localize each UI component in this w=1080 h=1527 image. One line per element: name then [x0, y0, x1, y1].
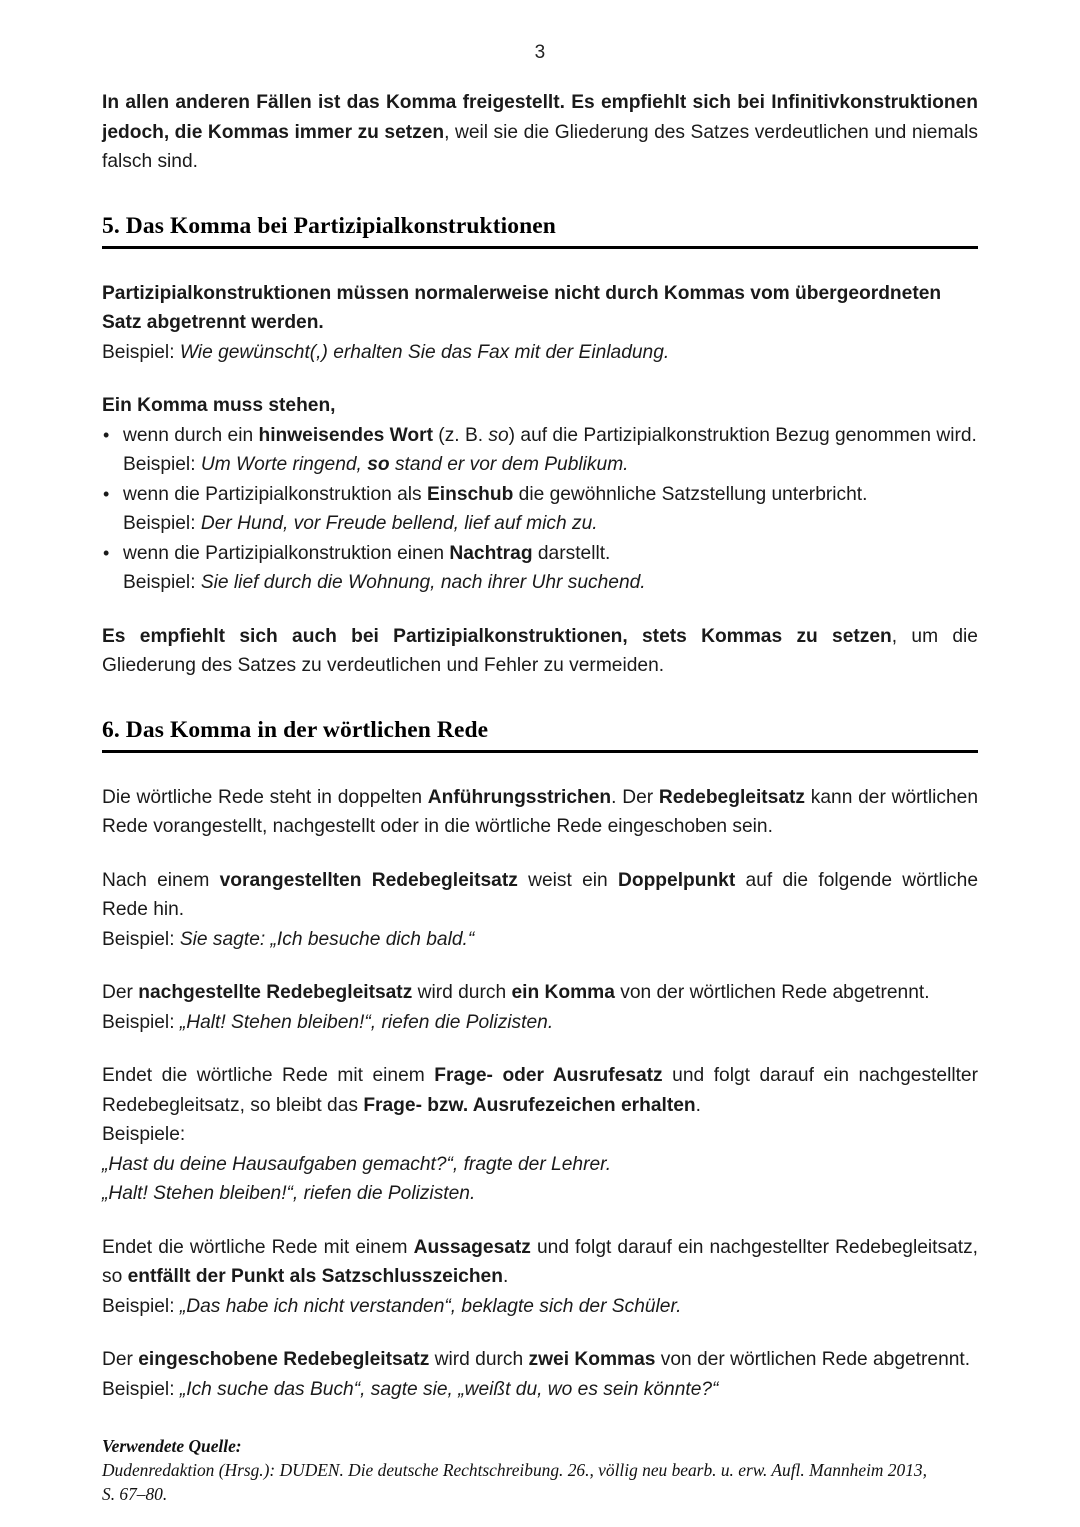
section-6-paragraph-5 — [102, 1233, 978, 1292]
bullet-text-before: wenn die Partizipialkonstruktion einen — [123, 542, 450, 564]
p5-text-a: Endet die wörtliche Rede mit einem — [102, 1236, 414, 1258]
document-content — [102, 88, 978, 1506]
example-text: „Hast du deine Hausaufgaben gemacht?“, fragte der Lehrer. — [102, 1153, 612, 1175]
p4-bold-2: Frage- bzw. Ausrufezeichen erhalten — [363, 1094, 696, 1116]
example-label: Beispiel: — [102, 1011, 180, 1033]
p1-text-c: . Der — [611, 786, 659, 808]
source-citation-line-2: S. 67–80. — [102, 1484, 168, 1504]
section-6-example-3 — [102, 1008, 978, 1038]
source-citation-title: Verwendete Quelle: — [102, 1436, 242, 1456]
p3-text-d: von der wörtlichen Rede abgetrennt. — [614, 982, 930, 1003]
list-item — [102, 480, 978, 539]
closing-rest-text: , um die Gliederung des Satzes zu verdeutlichen und Fehler zu vermeiden. — [102, 625, 978, 676]
example-text: Wie gewünscht(,) erhalten Sie das Fax mit der Einladung. — [179, 341, 670, 363]
source-citation-line-1: Dudenredaktion (Hrsg.): DUDEN. Die deutsche Rechtschreibung. 26., völlig neu bearb. u. erw. Aufl. Mannheim 2013, — [102, 1460, 927, 1480]
p6-text-a: Der — [102, 1349, 139, 1370]
example-text-after: stand er vor dem Publikum. — [389, 454, 629, 475]
bullet-main-text — [123, 539, 978, 569]
example-label: Beispiel: — [102, 341, 180, 363]
p1-bold-1: Anführungsstrichen — [427, 786, 612, 808]
spacer — [102, 1209, 978, 1233]
p4-bold-1: Frage- oder Ausrufesatz — [434, 1065, 663, 1086]
section-6-examples-label: Beispiele: — [102, 1124, 186, 1145]
example-text: „Halt! Stehen bleiben!“, riefen die Polizisten. — [179, 1011, 554, 1033]
bullet-text-end: die gewöhnliche Satzstellung unterbricht. — [513, 483, 868, 505]
section-5-rule-statement — [102, 279, 978, 338]
bullet-example-line — [123, 509, 978, 539]
p1-text-d: kann der wörtlichen Rede vorangestellt, nachgestellt oder in die wörtliche Rede eingeschoben sein. — [102, 786, 979, 837]
section-6-example-6 — [102, 1375, 978, 1405]
p2-text-d: auf die folgende wörtliche Rede hin. — [102, 869, 978, 920]
example-label: Beispiel: — [102, 1295, 180, 1317]
section-5-closing-paragraph — [102, 622, 978, 681]
bullet-example-line — [123, 568, 978, 598]
bullet-main-text — [123, 421, 978, 451]
section-6-example-2 — [102, 925, 978, 955]
bullet-text-before: wenn durch ein — [123, 424, 259, 446]
example-label: Beispiel: — [123, 513, 201, 534]
p4-text-c: und folgt darauf ein nachgestellter Redebegleitsatz, so bleibt das — [102, 1065, 978, 1116]
p3-text-a: Der — [102, 982, 139, 1003]
example-text: Sie sagte: „Ich besuche dich bald.“ — [179, 928, 475, 950]
section-6-paragraph-1 — [102, 783, 978, 842]
page-number: 3 — [534, 42, 546, 63]
section-5-rule-bold: Partizipialkonstruktionen müssen normalerweise nicht durch Kommas vom übergeordneten Satz abgetrennt werden. — [102, 282, 942, 333]
spacer — [102, 1321, 978, 1345]
example-text: Sie lief durch die Wohnung, nach ihrer Uhr suchend. — [200, 572, 646, 593]
example-text-before: Um Worte ringend, — [200, 454, 368, 475]
bullet-text-middle: (z. B. — [432, 424, 489, 446]
p2-text-a: Nach einem — [102, 869, 220, 891]
p2-bold-1: vorangestellten Redebegleitsatz — [219, 869, 518, 891]
section-6-heading: 6. Das Komma in der wörtlichen Rede — [102, 716, 489, 743]
section-6-example-5 — [102, 1292, 978, 1322]
bullet-bold-term: Nachtrag — [449, 542, 533, 564]
section-5-example-line — [102, 338, 978, 368]
section-5-bullet-list — [102, 421, 978, 598]
bullet-main-text — [123, 480, 978, 510]
example-label: Beispiel: — [123, 572, 201, 593]
intro-paragraph — [102, 88, 978, 177]
example-label: Beispiel: — [102, 928, 180, 950]
spacer — [102, 249, 978, 279]
p5-text-c: und folgt darauf ein nachgestellter Redebegleitsatz, so — [102, 1236, 979, 1287]
bullet-text-end: ) auf die Partizipialkonstruktion Bezug genommen wird. — [508, 424, 977, 446]
list-intro-text: Ein Komma muss stehen, — [102, 395, 336, 416]
example-text: „Das habe ich nicht verstanden“, beklagte sich der Schüler. — [179, 1295, 682, 1317]
spacer — [102, 753, 978, 783]
p2-text-c: weist ein — [517, 869, 618, 891]
p3-bold-1: nachgestellte Redebegleitsatz — [138, 982, 413, 1003]
section-6 — [102, 715, 978, 753]
intro-bold-text: In allen anderen Fällen ist das Komma freigestellt. Es empfiehlt sich bei Infinitivkonstruktionen jedoch, die Kommas immer zu setzen — [102, 92, 978, 143]
example-text: „Halt! Stehen bleiben!“, riefen die Polizisten. — [102, 1183, 476, 1204]
bullet-italic-term: so — [488, 424, 509, 446]
bullet-example-line — [123, 450, 978, 480]
p6-text-c: wird durch — [429, 1349, 529, 1370]
spacer — [102, 598, 978, 622]
p3-text-c: wird durch — [412, 982, 512, 1003]
spacer — [102, 954, 978, 978]
example-bold-term: so — [367, 454, 390, 475]
bullet-text-before: wenn die Partizipialkonstruktion als — [123, 483, 427, 505]
section-6-paragraph-3 — [102, 978, 978, 1008]
spacer — [102, 367, 978, 391]
p5-bold-1: Aussagesatz — [413, 1236, 531, 1258]
bullet-bold-term: hinweisendes Wort — [258, 424, 433, 446]
p1-text-a: Die wörtliche Rede steht in doppelten — [102, 786, 428, 808]
example-label: Beispiel: — [102, 1378, 180, 1400]
p6-bold-1: eingeschobene Redebegleitsatz — [138, 1349, 430, 1370]
section-6-example-4a — [102, 1150, 978, 1180]
example-text — [201, 454, 629, 475]
bullet-text-end: darstellt. — [532, 542, 611, 564]
p4-text-d: . — [695, 1094, 701, 1116]
intro-rest-text: , weil sie die Gliederung des Satzes verdeutlichen und niemals falsch sind. — [102, 121, 978, 172]
section-5-heading: 5. Das Komma bei Partizipialkonstruktionen — [102, 212, 556, 239]
section-5-list-intro — [102, 391, 978, 421]
source-citation — [102, 1434, 978, 1506]
section-6-example-4b — [102, 1179, 978, 1209]
spacer — [102, 842, 978, 866]
example-label: Beispiel: — [123, 454, 201, 475]
list-item — [102, 421, 978, 480]
spacer — [102, 1404, 978, 1434]
example-text: „Ich suche das Buch“, sagte sie, „weißt du, wo es sein könnte?“ — [179, 1378, 719, 1400]
section-6-paragraph-4 — [102, 1061, 978, 1120]
p3-bold-2: ein Komma — [511, 982, 615, 1003]
p4-text-a: Endet die wörtliche Rede mit einem — [102, 1065, 435, 1086]
closing-bold-text: Es empfiehlt sich auch bei Partizipialkonstruktionen, stets Kommas zu setzen — [102, 625, 892, 647]
p2-bold-2: Doppelpunkt — [618, 869, 736, 891]
p5-text-d: . — [502, 1266, 509, 1287]
p5-bold-2: entfällt der Punkt als Satzschlusszeichen — [127, 1266, 503, 1287]
list-item — [102, 539, 978, 598]
p1-bold-2: Redebegleitsatz — [658, 786, 805, 808]
p6-text-d: von der wörtlichen Rede abgetrennt. — [655, 1349, 971, 1370]
section-6-paragraph-6 — [102, 1345, 978, 1375]
section-5 — [102, 211, 978, 249]
example-text: Der Hund, vor Freude bellend, lief auf mich zu. — [200, 513, 598, 534]
p6-bold-2: zwei Kommas — [528, 1349, 656, 1370]
section-6-paragraph-2 — [102, 866, 978, 925]
bullet-bold-term: Einschub — [426, 483, 514, 505]
spacer — [102, 1037, 978, 1061]
